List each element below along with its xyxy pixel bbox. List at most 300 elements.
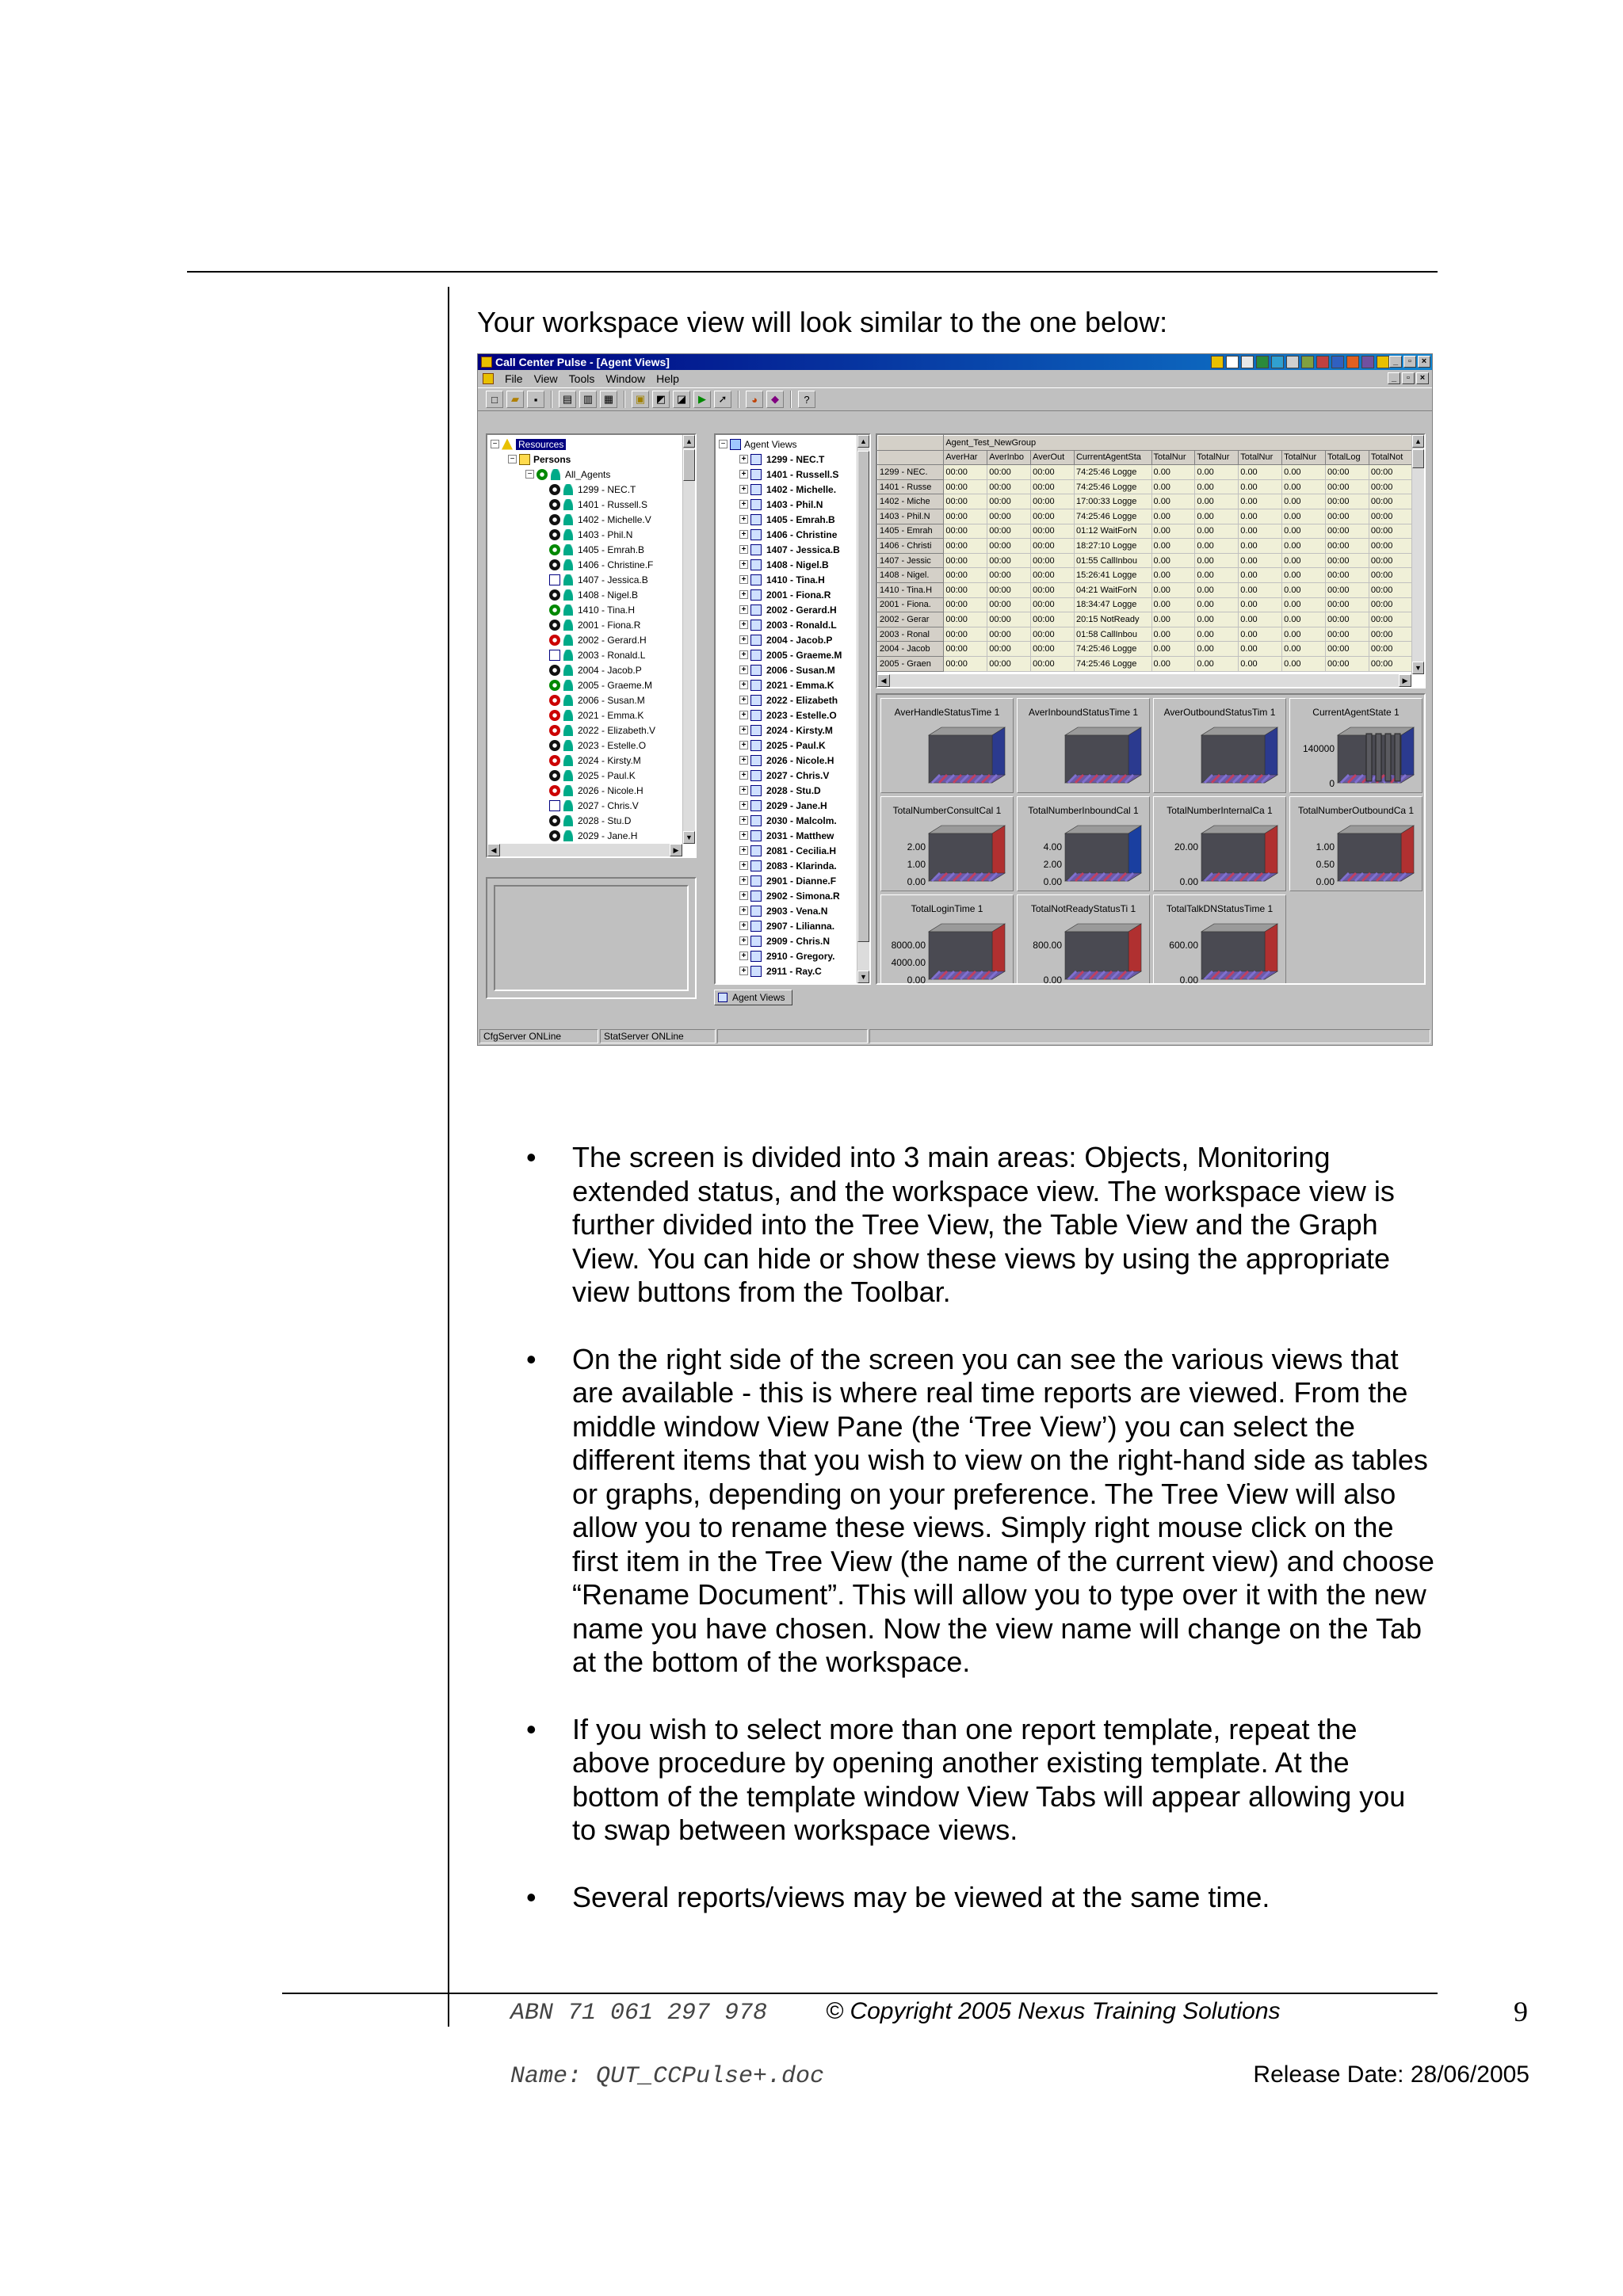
menu-window[interactable]: Window — [605, 372, 646, 385]
table-cell: 0.00 — [1282, 509, 1326, 524]
agent-view-icon — [750, 845, 762, 856]
expand-icon[interactable]: + — [739, 846, 748, 855]
row-header: 2002 - Gerar — [878, 612, 944, 627]
agent-status-icon — [549, 725, 560, 736]
table-cell: 00:00 — [1326, 612, 1369, 627]
table-cell: 00:00 — [1031, 568, 1075, 583]
person-icon — [563, 589, 573, 601]
graph-side-wall — [1401, 727, 1414, 783]
table-cell: 00:00 — [1031, 479, 1075, 494]
export-icon[interactable]: ▶ — [693, 391, 711, 408]
expand-icon[interactable]: + — [739, 530, 748, 539]
table-cell: 00:00 — [1326, 553, 1369, 568]
footer-abn: ABN 71 061 297 978 — [510, 2000, 768, 2027]
table-cell: 0.00 — [1239, 539, 1282, 554]
collapse-icon[interactable]: − — [525, 470, 534, 479]
agent-item[interactable] — [491, 798, 695, 813]
tray-icon — [1361, 356, 1374, 368]
person-icon — [563, 635, 573, 646]
view-item[interactable] — [719, 527, 869, 542]
view-item-label: 2027 - Chris.V — [766, 769, 830, 781]
table-cell: 74:25:46 Logge — [1074, 656, 1151, 671]
view-item[interactable] — [719, 482, 869, 497]
status-panel — [869, 1029, 1430, 1043]
agent-item[interactable] — [491, 527, 695, 542]
mdi-close-button[interactable]: × — [1416, 372, 1429, 384]
agent-item[interactable] — [491, 482, 695, 497]
save-icon[interactable]: ▪ — [527, 391, 544, 408]
agent-view-icon — [750, 875, 762, 887]
table-view-icon[interactable]: ▦ — [600, 391, 617, 408]
expand-icon[interactable]: + — [739, 696, 748, 704]
table-cell: 00:00 — [1369, 494, 1412, 509]
table-cell: 0.00 — [1282, 597, 1326, 612]
table-vscroll[interactable] — [1411, 435, 1424, 674]
pie-chart-icon[interactable]: ◕ — [746, 391, 763, 408]
view-item[interactable] — [719, 918, 869, 933]
agent-item[interactable] — [491, 707, 695, 723]
expand-icon[interactable]: + — [739, 500, 748, 509]
agent-view-icon — [750, 755, 762, 766]
table-row[interactable] — [878, 627, 1413, 642]
view-item[interactable] — [719, 798, 869, 813]
persons-node[interactable] — [491, 452, 695, 467]
view-item[interactable] — [719, 948, 869, 963]
view-item[interactable] — [719, 843, 869, 858]
view-item[interactable] — [719, 632, 869, 647]
agent-status-icon — [549, 695, 560, 706]
expand-icon[interactable]: + — [739, 921, 748, 930]
view-item[interactable] — [719, 617, 869, 632]
column-header[interactable]: AverHar — [944, 450, 987, 465]
agent-status-icon — [549, 650, 560, 661]
tree-view-icon[interactable]: ▥ — [579, 391, 597, 408]
agent-view-icon — [750, 936, 762, 947]
expand-icon[interactable]: + — [739, 936, 748, 945]
graph-axis-tick: 800.00 — [1033, 940, 1062, 951]
agent-view-icon — [750, 695, 762, 706]
scroll-down-icon[interactable]: ▼ — [683, 831, 695, 844]
print-icon[interactable]: ◆ — [766, 391, 784, 408]
graph-axis-tick: 0.00 — [1179, 974, 1198, 985]
graph-back-top — [1338, 826, 1414, 833]
view-item[interactable] — [719, 707, 869, 723]
scroll-thumb[interactable] — [1412, 449, 1424, 468]
bullet-dot-icon: • — [526, 1141, 537, 1173]
menu-help[interactable]: Help — [656, 372, 679, 385]
view-item[interactable] — [719, 497, 869, 512]
table-cell: 00:00 — [1031, 509, 1075, 524]
table-cell: 0.00 — [1195, 553, 1239, 568]
view-item[interactable] — [719, 723, 869, 738]
table-cell: 00:00 — [1031, 642, 1075, 657]
table-cell: 00:00 — [944, 568, 987, 583]
table-cell: 0.00 — [1151, 539, 1195, 554]
table-row[interactable] — [878, 479, 1413, 494]
table-cell: 00:00 — [987, 509, 1031, 524]
agent-views-root[interactable] — [719, 437, 869, 452]
view-item[interactable] — [719, 647, 869, 662]
view-item[interactable] — [719, 873, 869, 888]
expand-icon[interactable]: + — [739, 711, 748, 719]
column-header[interactable]: TotalLog — [1326, 450, 1369, 465]
view-item[interactable] — [719, 738, 869, 753]
graph-back-top — [1201, 826, 1277, 833]
graph-side-wall — [1128, 924, 1141, 979]
expand-icon[interactable]: + — [739, 681, 748, 689]
view-item[interactable] — [719, 903, 869, 918]
expand-icon[interactable]: + — [739, 741, 748, 749]
view-item[interactable] — [719, 888, 869, 903]
agent-item[interactable] — [491, 497, 695, 512]
agent-status-icon — [549, 605, 560, 616]
view-item[interactable] — [719, 452, 869, 467]
bullet-text: Several reports/views may be viewed at the same time. — [572, 1880, 1270, 1913]
expand-icon[interactable]: + — [739, 906, 748, 915]
footer-filename: Name: QUT_CCPulse+.doc — [510, 2063, 825, 2090]
scroll-down-icon[interactable]: ▼ — [857, 971, 869, 983]
column-header[interactable]: AverInbo — [987, 450, 1031, 465]
agent-item[interactable] — [491, 647, 695, 662]
view-item-label: 2021 - Emma.K — [766, 679, 834, 691]
mdi-minimize-button[interactable]: _ — [1388, 372, 1400, 384]
expand-icon[interactable]: + — [739, 470, 748, 479]
agent-label: 2024 - Kirsty.M — [578, 754, 641, 766]
collapse-icon[interactable]: − — [719, 440, 727, 448]
agent-item[interactable] — [491, 512, 695, 527]
expand-icon[interactable]: + — [739, 967, 748, 975]
graph-cell[interactable] — [880, 796, 1014, 891]
expand-icon[interactable]: + — [739, 801, 748, 810]
view-item[interactable] — [719, 692, 869, 707]
pointer-icon[interactable]: ➚ — [714, 391, 731, 408]
agent-status-icon — [549, 529, 560, 540]
table-cell: 0.00 — [1151, 597, 1195, 612]
table-cell: 0.00 — [1282, 627, 1326, 642]
view-item[interactable] — [719, 933, 869, 948]
bullet-dot-icon: • — [526, 1342, 537, 1375]
table-row[interactable] — [878, 597, 1413, 612]
table-row[interactable] — [878, 553, 1413, 568]
expand-icon[interactable]: + — [739, 635, 748, 644]
agent-item[interactable] — [491, 677, 695, 692]
graph-side-wall — [1128, 826, 1141, 881]
agent-item[interactable] — [491, 632, 695, 647]
graph-cell[interactable] — [1017, 796, 1150, 891]
table-cell: 00:00 — [944, 539, 987, 554]
tray-icon — [1226, 356, 1239, 368]
scroll-right-icon[interactable]: ▶ — [670, 844, 682, 856]
view-item[interactable] — [719, 858, 869, 873]
menu-tools[interactable]: Tools — [568, 372, 595, 385]
agent-status-icon — [549, 635, 560, 646]
view-item[interactable] — [719, 813, 869, 828]
objects-vscroll[interactable] — [682, 435, 695, 844]
table-row[interactable] — [878, 568, 1413, 583]
table-cell: 00:00 — [1326, 494, 1369, 509]
status-panel — [717, 1029, 868, 1043]
open-icon[interactable]: ▰ — [506, 391, 524, 408]
table-cell: 00:00 — [1326, 539, 1369, 554]
view-item[interactable] — [719, 587, 869, 602]
expand-icon[interactable]: + — [739, 876, 748, 885]
scroll-left-icon[interactable]: ◀ — [877, 674, 890, 687]
agent-item[interactable] — [491, 723, 695, 738]
agent-item[interactable] — [491, 602, 695, 617]
graph-view-pane — [876, 693, 1426, 985]
table-cell: 00:00 — [1369, 582, 1412, 597]
expand-icon[interactable]: + — [739, 575, 748, 584]
tab-agent-views[interactable] — [714, 990, 792, 1005]
expand-icon[interactable]: + — [739, 605, 748, 614]
person-icon — [563, 620, 573, 631]
agent-status-icon — [549, 544, 560, 555]
table-cell: 0.00 — [1239, 642, 1282, 657]
agent-item[interactable] — [491, 617, 695, 632]
graph-back-top — [929, 826, 1005, 833]
table-cell: 00:00 — [1326, 479, 1369, 494]
agent-status-icon — [549, 514, 560, 525]
table-cell: 00:00 — [1369, 612, 1412, 627]
group-node[interactable] — [491, 467, 695, 482]
view-item[interactable] — [719, 963, 869, 978]
agent-status-icon — [549, 755, 560, 766]
view-item-label: 2003 - Ronald.L — [766, 619, 837, 631]
expand-icon[interactable]: + — [739, 485, 748, 494]
graph-cell[interactable] — [1017, 698, 1150, 793]
graph-cell[interactable] — [1153, 698, 1286, 793]
table-cell: 0.00 — [1195, 479, 1239, 494]
threshold-icon[interactable]: ◩ — [652, 391, 670, 408]
graph-cell[interactable] — [1153, 894, 1286, 985]
table-hscroll[interactable] — [877, 674, 1411, 687]
view-item[interactable] — [719, 677, 869, 692]
table-cell: 00:00 — [944, 642, 987, 657]
table-cell: 00:00 — [1031, 597, 1075, 612]
view-item[interactable] — [719, 512, 869, 527]
table-cell: 00:00 — [987, 465, 1031, 480]
scroll-up-icon[interactable]: ▲ — [1412, 435, 1424, 448]
action-icon[interactable]: ◪ — [673, 391, 690, 408]
agent-view-icon — [750, 921, 762, 932]
window-titlebar — [478, 354, 1432, 370]
objects-view-icon[interactable]: ▤ — [559, 391, 576, 408]
table-cell: 00:00 — [1369, 465, 1412, 480]
expand-icon[interactable]: + — [739, 831, 748, 840]
expand-icon[interactable]: + — [739, 515, 748, 524]
graph-view-icon[interactable]: ▣ — [632, 391, 649, 408]
table-cell: 00:00 — [1369, 627, 1412, 642]
agent-view-icon — [750, 891, 762, 902]
view-item[interactable] — [719, 662, 869, 677]
agent-view-icon — [750, 906, 762, 917]
scroll-right-icon[interactable]: ▶ — [1399, 674, 1411, 687]
graph-title: TotalLoginTime 1 — [911, 903, 983, 914]
agent-item[interactable] — [491, 662, 695, 677]
expand-icon[interactable]: + — [739, 620, 748, 629]
graph-cell[interactable] — [880, 698, 1014, 793]
table-cell: 0.00 — [1195, 597, 1239, 612]
table-row[interactable] — [878, 582, 1413, 597]
agent-view-icon — [750, 514, 762, 525]
toolbar-separator — [624, 391, 625, 408]
table-row[interactable] — [878, 656, 1413, 671]
scroll-up-icon[interactable]: ▲ — [683, 435, 695, 448]
scroll-down-icon[interactable]: ▼ — [1412, 662, 1424, 674]
expand-icon[interactable]: + — [739, 786, 748, 795]
agent-item[interactable] — [491, 783, 695, 798]
graph-axis-tick: 0.00 — [1179, 876, 1198, 887]
scroll-thumb[interactable] — [683, 449, 695, 481]
bullet-item — [477, 1343, 1436, 1680]
agent-view-icon — [750, 860, 762, 871]
graph-cell[interactable] — [1153, 796, 1286, 891]
view-item[interactable] — [719, 557, 869, 572]
agent-view-icon — [750, 710, 762, 721]
agent-view-icon — [750, 499, 762, 510]
view-item[interactable] — [719, 753, 869, 768]
person-icon — [563, 830, 573, 841]
person-icon — [563, 529, 573, 540]
graph-axis-tick: 140000 — [1302, 743, 1335, 754]
status-icon — [537, 469, 548, 480]
expand-icon[interactable]: + — [739, 726, 748, 734]
table-cell: 0.00 — [1151, 656, 1195, 671]
bullet-text: On the right side of the screen you can see the various views that are available - this is where real time reports are viewed. From the middle window View Pane (the ‘Tree View’) you can select the different items that you wish to view on the right-hand side as tables or graphs, depending on your preference. The Tree View will also allow you to rename these views. Simply right mouse click on the first item in the Tree View (the name of the current view) and choose “Rename Document”. This will allow you to type over it with the new name you have chosen. Now the view name will change on the Tab at the bottom of the workspace. — [572, 1342, 1434, 1678]
table-row[interactable] — [878, 465, 1413, 480]
graph-cell[interactable] — [1289, 698, 1423, 793]
expand-icon[interactable]: + — [739, 952, 748, 960]
agent-label: 1299 - NEC.T — [578, 483, 636, 495]
expand-icon[interactable]: + — [739, 590, 748, 599]
table-row[interactable] — [878, 494, 1413, 509]
agent-status-icon — [549, 770, 560, 781]
mdi-restore-button[interactable]: ▫ — [1402, 372, 1415, 384]
help-icon[interactable]: ? — [798, 391, 815, 408]
agent-item[interactable] — [491, 572, 695, 587]
graph-axis-tick: 0.00 — [1043, 876, 1062, 887]
minimize-button[interactable]: _ — [1389, 356, 1402, 368]
scroll-up-icon[interactable]: ▲ — [857, 435, 869, 448]
agent-label: 2021 - Emma.K — [578, 709, 644, 721]
table-cell: 00:00 — [987, 568, 1031, 583]
table-cell: 0.00 — [1151, 553, 1195, 568]
agent-item[interactable] — [491, 557, 695, 572]
scroll-thumb[interactable] — [857, 451, 869, 942]
objects-root[interactable] — [491, 437, 695, 452]
view-item[interactable] — [719, 467, 869, 482]
menu-bar — [478, 370, 1432, 387]
column-header[interactable]: TotalNur — [1282, 450, 1326, 465]
tree-vscroll[interactable] — [857, 435, 869, 983]
agent-item[interactable] — [491, 753, 695, 768]
column-header[interactable]: AverOut — [1031, 450, 1075, 465]
agent-label: 2028 - Stu.D — [578, 814, 632, 826]
agent-view-icon — [750, 665, 762, 676]
window-controls — [1389, 356, 1430, 368]
graph-cell[interactable] — [1289, 796, 1423, 891]
table-row[interactable] — [878, 524, 1413, 539]
close-button[interactable]: × — [1418, 356, 1430, 368]
table-cell: 00:00 — [944, 656, 987, 671]
agent-item[interactable] — [491, 738, 695, 753]
agent-label: 2025 - Paul.K — [578, 769, 636, 781]
view-item[interactable] — [719, 572, 869, 587]
graph-side-wall — [1265, 826, 1277, 881]
table-row[interactable] — [878, 509, 1413, 524]
view-item[interactable] — [719, 828, 869, 843]
expand-icon[interactable]: + — [739, 771, 748, 780]
column-header[interactable]: TotalNot — [1369, 450, 1412, 465]
graph-plot — [926, 824, 1011, 887]
expand-icon[interactable]: + — [739, 861, 748, 870]
row-header: 1299 - NEC. — [878, 465, 944, 480]
agent-view-icon — [750, 650, 762, 661]
graph-axis-tick: 600.00 — [1169, 940, 1198, 951]
agent-item[interactable] — [491, 692, 695, 707]
expand-icon[interactable]: + — [739, 560, 748, 569]
graph-back-top — [1201, 727, 1277, 735]
table-cell: 0.00 — [1195, 524, 1239, 539]
table-cell: 00:00 — [944, 553, 987, 568]
view-item-label: 2002 - Gerard.H — [766, 604, 837, 616]
column-header[interactable]: CurrentAgentSta — [1074, 450, 1151, 465]
view-item[interactable] — [719, 542, 869, 557]
expand-icon[interactable]: + — [739, 756, 748, 765]
view-item-label: 2031 - Matthew — [766, 830, 834, 841]
restore-button[interactable]: ▫ — [1403, 356, 1416, 368]
table-cell: 00:00 — [987, 539, 1031, 554]
menu-view[interactable]: View — [533, 372, 558, 385]
agent-item[interactable] — [491, 587, 695, 602]
expand-icon[interactable]: + — [739, 666, 748, 674]
graph-axis-tick: 20.00 — [1174, 841, 1198, 852]
graph-cell[interactable] — [1017, 894, 1150, 985]
table-row[interactable] — [878, 642, 1413, 657]
collapse-icon[interactable]: − — [491, 440, 499, 448]
expand-icon[interactable]: + — [739, 816, 748, 825]
agent-status-icon — [549, 815, 560, 826]
expand-icon[interactable]: + — [739, 455, 748, 463]
objects-hscroll[interactable] — [487, 844, 682, 856]
column-header[interactable]: TotalNur — [1151, 450, 1195, 465]
view-item[interactable] — [719, 768, 869, 783]
collapse-icon[interactable]: − — [508, 455, 517, 463]
view-item[interactable] — [719, 783, 869, 798]
table-row[interactable] — [878, 612, 1413, 627]
new-icon[interactable]: □ — [486, 391, 503, 408]
column-header[interactable]: TotalNur — [1239, 450, 1282, 465]
table-cell: 00:00 — [987, 524, 1031, 539]
tray-icon — [1286, 356, 1299, 368]
column-header[interactable]: TotalNur — [1195, 450, 1239, 465]
graph-cell[interactable] — [880, 894, 1014, 985]
footer-release-date: Release Date: 28/06/2005 — [1253, 2061, 1529, 2088]
table-cell: 0.00 — [1195, 612, 1239, 627]
agent-item[interactable] — [491, 542, 695, 557]
scroll-left-icon[interactable]: ◀ — [487, 844, 500, 856]
expand-icon[interactable]: + — [739, 650, 748, 659]
agent-item[interactable] — [491, 828, 695, 843]
agent-item[interactable] — [491, 768, 695, 783]
table-row[interactable] — [878, 539, 1413, 554]
table-cell: 0.00 — [1239, 465, 1282, 480]
expand-icon[interactable]: + — [739, 545, 748, 554]
agent-item[interactable] — [491, 813, 695, 828]
view-item[interactable] — [719, 602, 869, 617]
menu-file[interactable]: File — [505, 372, 523, 385]
expand-icon[interactable]: + — [739, 891, 748, 900]
